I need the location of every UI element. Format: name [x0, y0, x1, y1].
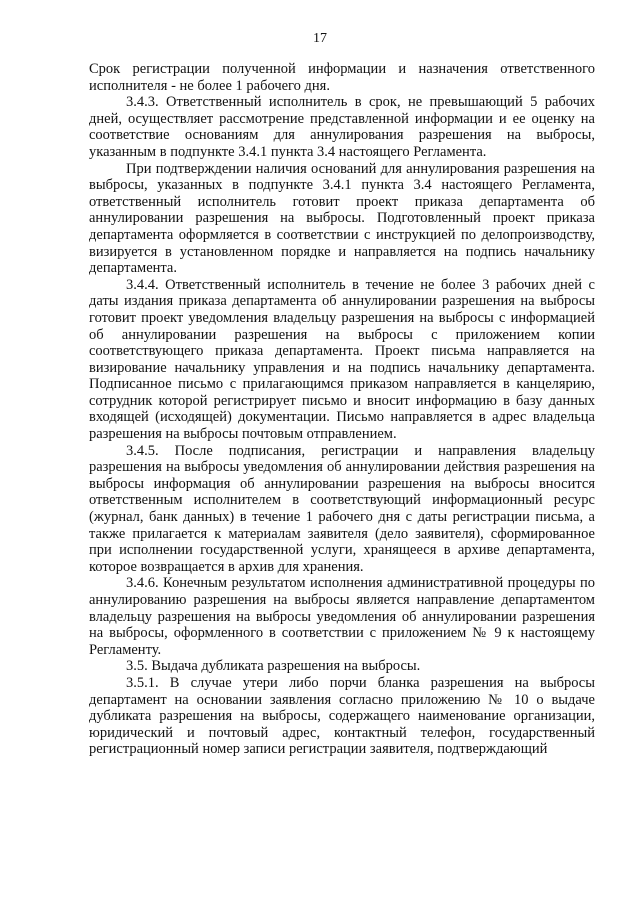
paragraph: 3.5. Выдача дубликата разрешения на выбросы. [126, 658, 421, 675]
paragraph: 3.4.6. Конечным результатом исполнения административной процедуры по аннулированию разрешения на выбросы является направление департаментом владельцу разрешения на выбросы уведомления об аннулировании разрешения на выбросы, оформленного в соответствии с приложением № 9 к настоящему Регламенту. [89, 575, 595, 658]
paragraph: 3.4.5. После подписания, регистрации и направления владельцу разрешения на выбросы уведомления об аннулировании действия разрешения на выбросы информация об аннулировании разрешения на выбросы вносится ответственным исполнителем в соответствующий информационный ресурс (журнал, банк данных) в течение 1 рабочего дня с даты регистрации письма, а также прилагается к материалам заявителя (дело заявителя), сформированное при исполнении государственной услуги, хранящееся в архиве департамента, которое возвращается в архив для хранения. [89, 442, 595, 575]
paragraph: 3.4.4. Ответственный исполнитель в течение не более 3 рабочих дней с даты издания приказа департамента об аннулировании разрешения на выбросы готовит проект уведомления владельцу разрешения на выбросы с информацией об аннулировании разрешения на выбросы с приложением копии соответствующего приказа департамента. Проект письма направляется на визирование начальнику управления и на подпись начальнику департамента. Подписанное письмо с прилагающимся приказом направляется в канцелярию, сотрудник которой регистрирует письмо и вносит информацию в базу данных входящей (исходящей) документации. Письмо направляется в адрес владельца разрешения на выбросы почтовым отправлением. [89, 276, 595, 443]
paragraph: 3.4.3. Ответственный исполнитель в срок, не превышающий 5 рабочих дней, осуществляет рассмотрение представленной информации и ее оценку на соответствие основаниям для аннулирования разрешения на выбросы, указанным в подпункте 3.4.1 пункта 3.4 настоящего Регламента. [89, 94, 595, 160]
paragraph: 3.5.1. В случае утери либо порчи бланка разрешения на выбросы департамент на основании заявления согласно приложению № 10 о выдаче дубликата разрешения на выбросы, содержащего наименование организации, юридический и почтовый адрес, контактный телефон, государственный регистрационный номер записи регистрации заявителя, подтверждающий [89, 674, 595, 758]
page-number: 17 [313, 31, 327, 46]
document-body [89, 61, 595, 758]
paragraph: При подтверждении наличия оснований для аннулирования разрешения на выбросы, указанных в подпункте 3.4.1 пункта 3.4 настоящего Регламента, ответственный исполнитель готовит проект приказа департамента об аннулировании разрешения на выбросы. Подготовленный проект приказа департамента оформляется в соответствии с инструкцией по делопроизводству, визируется в установленном порядке и направляется на подпись начальнику департамента. [89, 160, 595, 277]
paragraph: Срок регистрации полученной информации и назначения ответственного исполнителя - не более 1 рабочего дня. [89, 61, 595, 94]
